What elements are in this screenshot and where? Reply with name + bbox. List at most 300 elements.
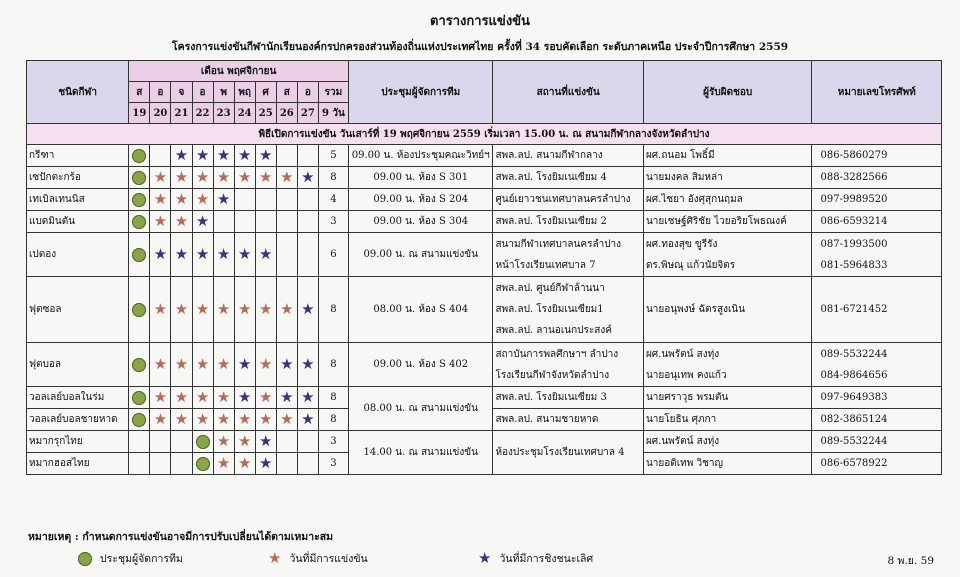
- day-cell: [276, 145, 297, 167]
- day-cell: [297, 189, 318, 211]
- venue-line: ห้องประชุมโรงเรียนเทศบาล 4: [495, 447, 625, 458]
- responsible: [643, 409, 812, 431]
- day-cell: [192, 431, 213, 453]
- header-meeting: ประชุมผู้จัดการทีม: [348, 61, 492, 124]
- day-cell: [234, 343, 255, 387]
- competition-star-icon: ★: [174, 212, 189, 230]
- responsible-line: ผศ.ทองสุข ขูรีรัง: [645, 238, 718, 250]
- final-star-icon: ★: [153, 245, 168, 263]
- phone-line: 082-3865124: [820, 414, 888, 425]
- responsible: [643, 145, 812, 167]
- competition-star-icon: ★: [174, 300, 189, 318]
- competition-star-icon: ★: [259, 300, 273, 318]
- day-cell: [129, 343, 150, 387]
- final-star-icon: ★: [237, 388, 252, 406]
- header-day-3: อ: [192, 82, 213, 103]
- total-days: 5: [318, 145, 348, 167]
- header-date-4: 23: [213, 103, 234, 124]
- legend-competition-label: วันที่มีการแข่งขัน: [289, 553, 368, 565]
- final-star-icon: ★: [259, 245, 273, 263]
- final-star-icon: ★: [195, 146, 210, 164]
- responsible-line: นายศราวุธ พรมตัน: [645, 392, 729, 403]
- day-cell: [171, 233, 192, 277]
- venue-line: สพล.ลป. โรงยิมเนเซียม1: [495, 304, 604, 315]
- meeting-time: 09.00 น. ณ สนามแข่งขัน: [348, 233, 492, 277]
- day-cell: [255, 167, 276, 189]
- day-cell: [129, 453, 150, 475]
- table-row: [27, 167, 942, 189]
- day-cell: [255, 233, 276, 277]
- meeting-time: 08.00 น. ณ สนามแข่งขัน: [348, 387, 492, 431]
- total-days: 3: [318, 211, 348, 233]
- competition-star-icon: ★: [280, 168, 294, 186]
- day-cell: [276, 211, 297, 233]
- day-cell: [213, 211, 234, 233]
- phone-line: 097-9989520: [820, 194, 888, 205]
- competition-star-icon: ★: [216, 388, 231, 406]
- day-cell: [150, 167, 171, 189]
- day-cell: [276, 189, 297, 211]
- venue-line: สพล.ลป. สนามชายหาด: [495, 414, 599, 425]
- responsible-line: นายโยธิน ศุภกา: [645, 414, 717, 425]
- meeting-dot-icon: [132, 391, 146, 405]
- responsible-line: ผศ.ไชยา อังศุสุกนฤมล: [645, 194, 743, 205]
- competition-star-icon: ★: [216, 355, 231, 373]
- sport-name: เซปักตะกร้อ: [27, 167, 129, 189]
- meeting-time: 09.00 น. ห้อง S 402: [348, 343, 492, 387]
- competition-star-icon: ★: [259, 168, 273, 186]
- orange-star-icon: ★: [268, 549, 282, 567]
- final-star-icon: ★: [174, 146, 189, 164]
- phone-number: [812, 453, 942, 475]
- day-cell: [192, 145, 213, 167]
- final-star-icon: ★: [174, 245, 189, 263]
- header-day-0: ส: [129, 82, 150, 103]
- sport-name: แบดมินตัน: [27, 211, 129, 233]
- total-days: 8: [318, 387, 348, 409]
- responsible: [643, 167, 812, 189]
- meeting-time: 14.00 น. ณ สนามแข่งขัน: [348, 431, 492, 475]
- phone-line: 081-5964833: [820, 259, 888, 271]
- day-cell: [150, 453, 171, 475]
- day-cell: [234, 189, 255, 211]
- sport-name: หมากฮอสไทย: [27, 453, 129, 475]
- venue-line: สพล.ลป. ลานอเนกประสงค์: [495, 325, 612, 336]
- header-day-2: จ: [171, 82, 192, 103]
- competition-star-icon: ★: [216, 432, 231, 450]
- table-row: [27, 211, 942, 233]
- competition-star-icon: ★: [174, 190, 189, 208]
- total-days: 8: [318, 277, 348, 343]
- competition-star-icon: ★: [216, 410, 231, 428]
- responsible: [643, 211, 812, 233]
- day-cell: [150, 343, 171, 387]
- day-cell: [255, 387, 276, 409]
- responsible-line: นายอดิเทพ วิชาญ: [645, 458, 724, 469]
- competition-star-icon: ★: [195, 190, 210, 208]
- final-star-icon: ★: [237, 355, 252, 373]
- venue-line: สพล.ลป. โรงยิมเนเซียม 4: [495, 172, 607, 183]
- final-star-icon: ★: [195, 245, 210, 263]
- venue-line: สนามกีฬาเทศบาลนครลำปาง: [495, 238, 622, 250]
- table-row: [27, 145, 942, 167]
- responsible-line: ผศ.นพรัตน์ สงทุ่ง: [645, 348, 720, 360]
- day-cell: [150, 189, 171, 211]
- phone-number: [812, 431, 942, 453]
- day-cell: [171, 145, 192, 167]
- meeting-dot-icon: [132, 193, 146, 207]
- responsible: [643, 343, 812, 387]
- day-cell: [213, 343, 234, 387]
- venue-line: สพล.ลป. โรงยิมเนเซียม 2: [495, 216, 607, 227]
- phone-line: 086-5860279: [820, 150, 888, 161]
- day-cell: [171, 387, 192, 409]
- day-cell: [213, 409, 234, 431]
- day-cell: [234, 211, 255, 233]
- day-cell: [150, 431, 171, 453]
- competition-star-icon: ★: [174, 410, 189, 428]
- day-cell: [297, 453, 318, 475]
- competition-star-icon: ★: [237, 300, 252, 318]
- competition-star-icon: ★: [259, 410, 273, 428]
- final-star-icon: ★: [195, 212, 210, 230]
- venue: [493, 409, 643, 431]
- responsible: [643, 233, 812, 277]
- day-cell: [234, 431, 255, 453]
- page-title: ตารางการแข่งขัน: [430, 14, 530, 29]
- header-day-1: อ: [150, 82, 171, 103]
- day-cell: [150, 145, 171, 167]
- legend-meeting-label: ประชุมผู้จัดการทีม: [100, 553, 183, 565]
- day-cell: [171, 431, 192, 453]
- venue-line: สถาบันการพลศึกษาฯ ลำปาง: [495, 348, 619, 360]
- purple-star-icon: ★: [478, 549, 492, 567]
- table-row: [27, 431, 942, 453]
- competition-star-icon: ★: [174, 388, 189, 406]
- day-cell: [150, 233, 171, 277]
- opening-ceremony: พิธีเปิดการแข่งขัน วันเสาร์ที่ 19 พฤศจิกายน 2559 เริ่มเวลา 15.00 น. ณ สนามกีฬากลางจังหวัดลำปาง: [27, 124, 942, 145]
- responsible: [643, 431, 812, 453]
- venue: [493, 211, 643, 233]
- meeting-dot-icon: [132, 358, 146, 372]
- phone-line: 089-5532244: [820, 348, 888, 360]
- competition-star-icon: ★: [153, 168, 168, 186]
- header-day-7: ส: [276, 82, 297, 103]
- competition-star-icon: ★: [153, 388, 168, 406]
- date-stamp: 8 พ.ย. 59: [887, 555, 934, 567]
- legend-final-label: วันที่มีการชิงชนะเลิศ: [499, 553, 594, 565]
- competition-star-icon: ★: [195, 355, 210, 373]
- header-responsible: ผู้รับผิดชอบ: [643, 61, 812, 124]
- sport-name: หมากรุกไทย: [27, 431, 129, 453]
- final-star-icon: ★: [301, 388, 315, 406]
- meeting-dot-icon: [78, 552, 92, 566]
- competition-star-icon: ★: [195, 388, 210, 406]
- total-days: 8: [318, 343, 348, 387]
- phone-line: 087-1993500: [820, 238, 888, 250]
- day-cell: [276, 277, 297, 343]
- day-cell: [129, 211, 150, 233]
- day-cell: [192, 343, 213, 387]
- day-cell: [129, 145, 150, 167]
- day-cell: [171, 277, 192, 343]
- header-date-5: 24: [234, 103, 255, 124]
- header-venue: สถานที่แข่งขัน: [493, 61, 643, 124]
- competition-star-icon: ★: [237, 168, 252, 186]
- sport-name: ฟุตซอล: [27, 277, 129, 343]
- phone-line: 086-6593214: [820, 216, 888, 227]
- competition-star-icon: ★: [195, 410, 210, 428]
- responsible: [643, 189, 812, 211]
- final-star-icon: ★: [301, 410, 315, 428]
- meeting-dot-icon: [196, 435, 210, 449]
- day-cell: [276, 343, 297, 387]
- sport-name: กรีฑา: [27, 145, 129, 167]
- day-cell: [297, 387, 318, 409]
- venue: [493, 431, 643, 475]
- final-star-icon: ★: [216, 190, 231, 208]
- venue: [493, 343, 643, 387]
- day-cell: [213, 387, 234, 409]
- sport-name: ฟุตบอล: [27, 343, 129, 387]
- venue: [493, 167, 643, 189]
- final-star-icon: ★: [237, 146, 252, 164]
- phone-number: [812, 277, 942, 343]
- table-row: [27, 387, 942, 409]
- header-day-4: พ: [213, 82, 234, 103]
- venue-line: หน้าโรงเรียนเทศบาล 7: [495, 259, 596, 271]
- day-cell: [213, 145, 234, 167]
- responsible-line: ผศ.นพรัตน์ สงทุ่ง: [645, 436, 720, 447]
- table-row: [27, 233, 942, 277]
- responsible-line: นายมงคล สิมหล่า: [645, 172, 723, 183]
- competition-star-icon: ★: [216, 168, 231, 186]
- header-date-7: 26: [276, 103, 297, 124]
- header-day-5: พฤ: [234, 82, 255, 103]
- competition-star-icon: ★: [153, 212, 168, 230]
- day-cell: [171, 343, 192, 387]
- remark-note: หมายเหตุ : กำหนดการแข่งขันอาจมีการปรับเปลี่ยนได้ตามเหมาะสม: [28, 531, 334, 543]
- phone-number: [812, 145, 942, 167]
- total-days: 8: [318, 167, 348, 189]
- day-cell: [276, 387, 297, 409]
- legend-meeting: [78, 550, 183, 567]
- competition-star-icon: ★: [237, 432, 252, 450]
- day-cell: [129, 387, 150, 409]
- day-cell: [171, 453, 192, 475]
- final-star-icon: ★: [280, 355, 294, 373]
- header-phone: หมายเลขโทรศัพท์: [812, 61, 942, 124]
- meeting-dot-icon: [132, 413, 146, 427]
- competition-star-icon: ★: [174, 355, 189, 373]
- header-sport: ชนิดกีฬา: [27, 61, 129, 124]
- phone-line: 086-6578922: [820, 458, 888, 469]
- day-cell: [150, 211, 171, 233]
- header-month: เดือน พฤศจิกายน: [129, 61, 349, 82]
- competition-star-icon: ★: [259, 388, 273, 406]
- responsible: [643, 387, 812, 409]
- competition-star-icon: ★: [280, 300, 294, 318]
- header-date-3: 22: [192, 103, 213, 124]
- venue: [493, 145, 643, 167]
- day-cell: [255, 453, 276, 475]
- day-cell: [297, 145, 318, 167]
- total-days: 3: [318, 431, 348, 453]
- day-cell: [192, 387, 213, 409]
- day-cell: [213, 167, 234, 189]
- phone-number: [812, 189, 942, 211]
- day-cell: [192, 211, 213, 233]
- day-cell: [234, 167, 255, 189]
- day-cell: [192, 409, 213, 431]
- meeting-dot-icon: [196, 457, 210, 471]
- day-cell: [171, 409, 192, 431]
- day-cell: [150, 409, 171, 431]
- header-day-8: อ: [297, 82, 318, 103]
- responsible-line: ดร.พิษณุ แก้วนัยจิตร: [645, 259, 736, 271]
- phone-number: [812, 233, 942, 277]
- final-star-icon: ★: [301, 355, 315, 373]
- legend-final: [478, 550, 593, 567]
- venue-line: สพล.ลป. สนามกีฬากลาง: [495, 150, 603, 161]
- day-cell: [255, 409, 276, 431]
- phone-number: [812, 387, 942, 409]
- phone-line: 097-9649383: [820, 392, 888, 403]
- day-cell: [171, 167, 192, 189]
- header-date-0: 19: [129, 103, 150, 124]
- phone-line: 084-9864656: [820, 369, 888, 381]
- day-cell: [150, 387, 171, 409]
- day-cell: [297, 343, 318, 387]
- venue-line: สพล.ลป. ศูนย์กีฬาล้านนา: [495, 283, 605, 294]
- day-cell: [234, 453, 255, 475]
- responsible-line: นายอนุเทพ คงแก้ว: [645, 369, 727, 381]
- final-star-icon: ★: [259, 454, 273, 472]
- day-cell: [255, 189, 276, 211]
- schedule-table: [26, 60, 942, 475]
- header-date-1: 20: [150, 103, 171, 124]
- day-cell: [129, 189, 150, 211]
- day-cell: [129, 233, 150, 277]
- competition-star-icon: ★: [195, 300, 210, 318]
- day-cell: [213, 277, 234, 343]
- meeting-time: 09.00 น. ห้องประชุมคณะวิทย์ฯ: [348, 145, 492, 167]
- venue-line: โรงเรียนกีฬาจังหวัดลำปาง: [495, 369, 610, 381]
- header-total: รวม: [318, 82, 348, 103]
- meeting-time: 09.00 น. ห้อง S 304: [348, 211, 492, 233]
- day-cell: [255, 145, 276, 167]
- venue-line: ศูนย์เยาวชนเทศบาลนครลำปาง: [495, 194, 631, 205]
- table-row: [27, 277, 942, 343]
- meeting-time: 08.00 น. ห้อง S 404: [348, 277, 492, 343]
- phone-line: 081-6721452: [820, 304, 888, 315]
- competition-star-icon: ★: [153, 190, 168, 208]
- sport-name: เปตอง: [27, 233, 129, 277]
- final-star-icon: ★: [301, 300, 315, 318]
- sport-name: วอลเลย์บอลชายหาด: [27, 409, 129, 431]
- phone-line: 089-5532244: [820, 436, 888, 447]
- day-cell: [276, 167, 297, 189]
- day-cell: [213, 233, 234, 277]
- total-days: 6: [318, 233, 348, 277]
- responsible-line: นายเชษฐ์ศิริชัย ไวยอริยโพธณงค์: [645, 216, 787, 227]
- day-cell: [276, 453, 297, 475]
- day-cell: [129, 167, 150, 189]
- phone-line: 088-3282566: [820, 172, 888, 183]
- sport-name: วอลเลย์บอลในร่ม: [27, 387, 129, 409]
- day-cell: [255, 277, 276, 343]
- venue: [493, 387, 643, 409]
- header-date-8: 27: [297, 103, 318, 124]
- day-cell: [129, 409, 150, 431]
- meeting-time: 09.00 น. ห้อง S 204: [348, 189, 492, 211]
- competition-star-icon: ★: [195, 168, 210, 186]
- meeting-dot-icon: [132, 149, 146, 163]
- meeting-dot-icon: [132, 171, 146, 185]
- day-cell: [276, 409, 297, 431]
- header-total-days: 9 วัน: [318, 103, 348, 124]
- day-cell: [192, 167, 213, 189]
- day-cell: [234, 145, 255, 167]
- day-cell: [234, 233, 255, 277]
- day-cell: [276, 233, 297, 277]
- competition-star-icon: ★: [237, 454, 252, 472]
- final-star-icon: ★: [216, 245, 231, 263]
- meeting-dot-icon: [132, 215, 146, 229]
- meeting-time: 09.00 น. ห้อง S 301: [348, 167, 492, 189]
- total-days: 8: [318, 409, 348, 431]
- day-cell: [255, 211, 276, 233]
- venue-line: สพล.ลป. โรงยิมเนเซียม 3: [495, 392, 607, 403]
- competition-star-icon: ★: [153, 410, 168, 428]
- competition-star-icon: ★: [259, 355, 273, 373]
- legend-competition: [268, 550, 368, 567]
- day-cell: [297, 409, 318, 431]
- day-cell: [297, 167, 318, 189]
- table-row: [27, 343, 942, 387]
- day-cell: [171, 211, 192, 233]
- final-star-icon: ★: [216, 146, 231, 164]
- meeting-dot-icon: [132, 303, 146, 317]
- day-cell: [192, 189, 213, 211]
- day-cell: [150, 277, 171, 343]
- total-days: 3: [318, 453, 348, 475]
- day-cell: [192, 233, 213, 277]
- competition-star-icon: ★: [216, 454, 231, 472]
- day-cell: [255, 431, 276, 453]
- final-star-icon: ★: [237, 245, 252, 263]
- meeting-dot-icon: [132, 248, 146, 262]
- responsible: [643, 453, 812, 475]
- final-star-icon: ★: [301, 168, 315, 186]
- day-cell: [129, 277, 150, 343]
- responsible: [643, 277, 812, 343]
- day-cell: [192, 277, 213, 343]
- competition-star-icon: ★: [153, 300, 168, 318]
- table-row: [27, 189, 942, 211]
- header-date-6: 25: [255, 103, 276, 124]
- competition-star-icon: ★: [237, 410, 252, 428]
- venue: [493, 233, 643, 277]
- header-day-6: ศ: [255, 82, 276, 103]
- day-cell: [213, 453, 234, 475]
- venue: [493, 277, 643, 343]
- competition-star-icon: ★: [280, 410, 294, 428]
- day-cell: [213, 189, 234, 211]
- day-cell: [297, 211, 318, 233]
- day-cell: [297, 277, 318, 343]
- day-cell: [276, 431, 297, 453]
